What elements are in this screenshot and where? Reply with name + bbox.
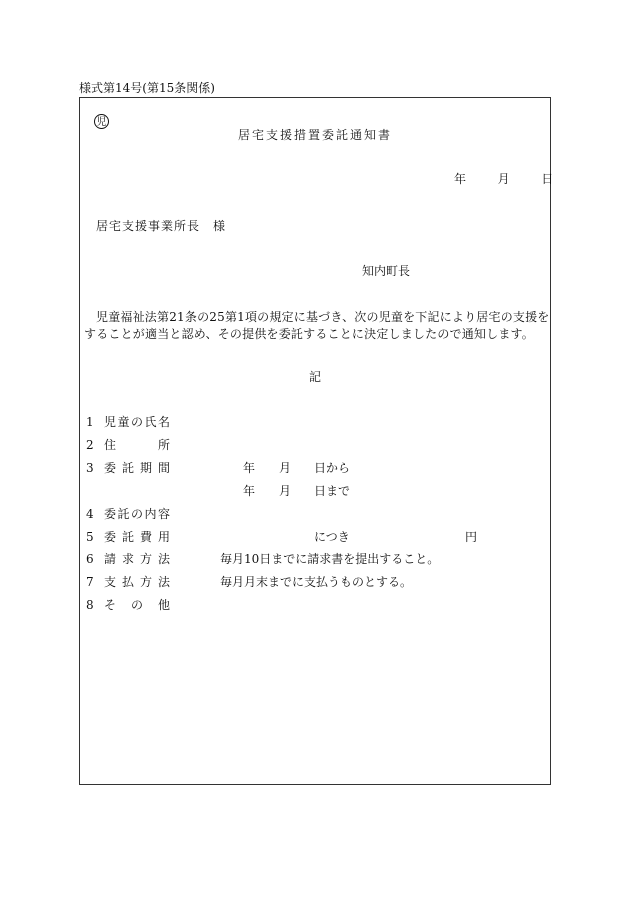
item-number: 7 — [86, 575, 94, 589]
period-to-month: 月 — [279, 484, 292, 498]
period-from-day: 日から — [314, 461, 351, 475]
payment-method-value: 毎月月末までに支払うものとする。 — [220, 575, 413, 589]
child-stamp-icon: 児 — [94, 114, 109, 129]
issuer: 知内町長 — [362, 264, 411, 278]
item-number: 5 — [86, 530, 94, 544]
cost-per-label: につき — [314, 530, 350, 544]
period-from-month: 月 — [279, 461, 292, 475]
item-label-text: 委 託 費 用 — [104, 530, 170, 544]
period-to-day: 日まで — [314, 484, 351, 498]
cost-unit-label: 円 — [465, 530, 478, 544]
ki-heading: 記 — [308, 370, 321, 384]
item-number: 6 — [86, 552, 94, 566]
item-label-cost — [104, 531, 170, 543]
item-label-text: 児 童 の 氏 名 — [104, 415, 170, 429]
item-label-child-name — [104, 416, 170, 428]
item-number: 8 — [86, 598, 94, 612]
item-label-billing — [104, 553, 170, 565]
item-label-text: 請 求 方 法 — [104, 552, 170, 566]
item-label-other — [104, 599, 170, 611]
addressee: 居宅支援事業所長 様 — [96, 219, 227, 233]
issue-date — [454, 173, 553, 185]
date-month-label: 月 — [497, 172, 510, 186]
item-label-payment — [104, 576, 170, 588]
item-label-text: 委 託 期 間 — [104, 461, 170, 475]
date-year-label: 年 — [454, 172, 467, 186]
item-label-text: 住 所 — [104, 438, 170, 452]
item-number: 2 — [86, 438, 94, 452]
item-number: 4 — [86, 507, 94, 521]
item-label-text: 委 託 の 内 容 — [104, 507, 170, 521]
item-label-text: そ の 他 — [104, 598, 170, 612]
document-title: 居宅支援措置委託通知書 — [237, 128, 392, 142]
item-number: 3 — [86, 461, 94, 475]
item-label-text: 支 払 方 法 — [104, 575, 170, 589]
billing-method-value: 毎月10日までに請求書を提出すること。 — [220, 552, 440, 566]
item-label-content — [104, 508, 170, 520]
period-to-year: 年 — [243, 484, 256, 498]
item-label-period — [104, 462, 170, 474]
body-paragraph: 児童福祉法第21条の25第1項の規定に基づき、次の児童を下記により居宅の支援をすることが適当と認め、その提供を委託することに決定しましたので通知します。 — [84, 310, 550, 341]
form-number: 様式第14号(第15条関係) — [79, 81, 215, 95]
item-number: 1 — [86, 415, 94, 429]
item-label-address — [104, 439, 170, 451]
date-day-label: 日 — [541, 172, 554, 186]
period-from-year: 年 — [243, 461, 256, 475]
